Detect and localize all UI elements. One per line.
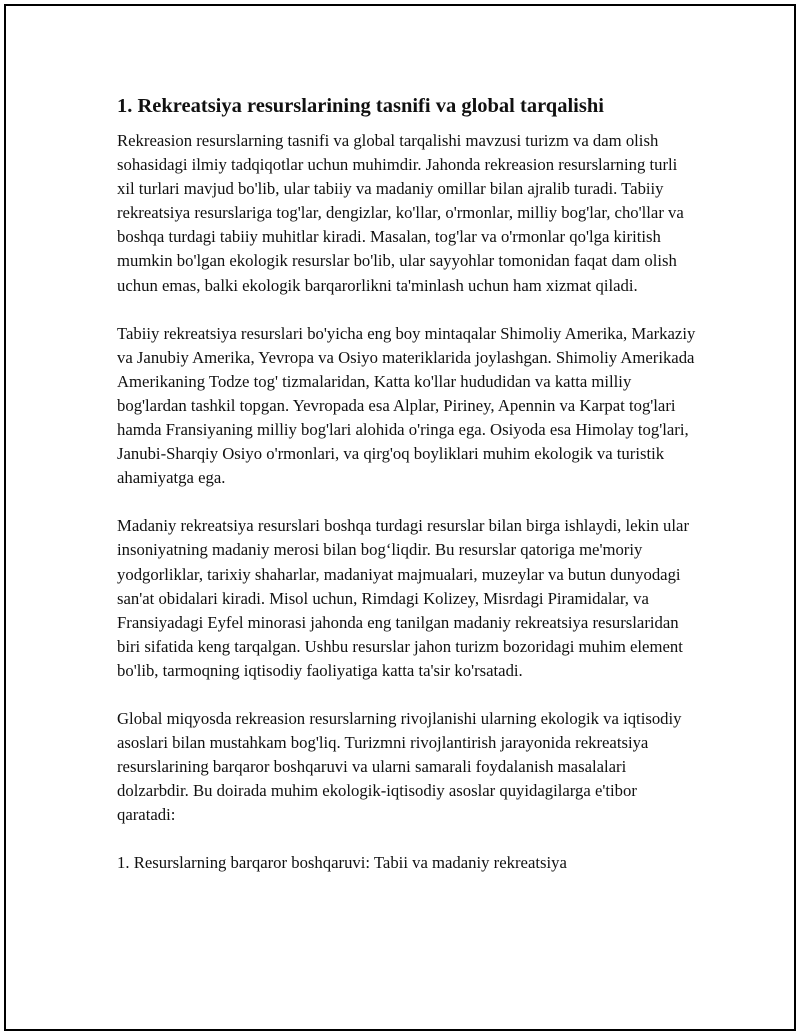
paragraph-global-development: Global miqyosda rekreasion resurslarning rivojlanishi ularning ekologik va iqtisodiy asoslari bilan mustahkam bog'liq. Turizmni rivojlantirish jarayonida rekreatsiya resurslarining barqaror boshqaruvi va ularni samarali foydalanish masalalari dolzarbdir. Bu doirada muhim ekologik-iqtisodiy asoslar quyidagilarga e'tibor qaratadi: — [117, 708, 682, 825]
paragraph-cultural-resources: Madaniy rekreatsiya resurslari boshqa turdagi resurslar bilan birga ishlaydi, lekin ular insoniyatning madaniy merosi bilan bog‘liqdir. Bu resurslar qatoriga me'moriy yodgorliklar, tarixiy shaharlar, madaniyat majmualari, muzeylar va butun dunyodagi san'at obidalari kiradi. Misol uchun, Rimdagi Kolizey, Misrdagi Piramidalar, va Fransiyadagi Eyfel minorasi jahonda eng tanilgan madaniy rekreatsiya resurslaridan biri sifatida keng tarqalgan. Ushbu resurslar jahon turizm bozoridagi muhim element bo'lib, tarmoqning iqtisodiy faoliyatiga katta ta'sir ko'rsatadi. — [117, 516, 689, 680]
list-item-sustainable-management: 1. Resurslarning barqaror boshqaruvi: Tabii va madaniy rekreatsiya — [117, 853, 567, 873]
document-body — [117, 94, 697, 876]
paragraph-natural-resources-intro: Rekreasion resurslarning tasnifi va global tarqalishi mavzusi turizm va dam olish sohasidagi ilmiy tadqiqotlar uchun muhimdir. Jahonda rekreasion resurslarning turli xil turlari mavjud bo'lib, ular tabiiy va madaniy omillar bilan ajralib turadi. Tabiiy rekreatsiya resurslariga tog'lar, dengizlar, ko'llar, o'rmonlar, milliy bog'lar, cho'llar va boshqa turdagi tabiiy muhitlar kiradi. Masalan, tog'lar va o'rmonlar qo'lga kiritish mumkin bo'lgan ekologik resurslar bo'lib, ular sayyohlar tomonidan faqat dam olish uchun emas, balki ekologik barqarorlikni ta'minlash uchun ham xizmat qiladi. — [117, 131, 684, 295]
paragraph-richest-regions: Tabiiy rekreatsiya resurslari bo'yicha eng boy mintaqalar Shimoliy Amerika, Markaziy va Janubiy Amerika, Yevropa va Osiyo materiklarida joylashgan. Shimoliy Amerikada Amerikaning Todze tog' tizmalaridan, Katta ko'llar hududidan va katta milliy bog'lardan tashkil topgan. Yevropada esa Alplar, Piriney, Apennin va Karpat tog'lari hamda Fransiyaning milliy bog'lari alohida o'ringa ega. Osiyoda esa Himolay tog'lari, Janubi-Sharqiy Osiyo o'rmonlari, va qirg'oq boyliklari muhim ekologik va turistik ahamiyatga ega. — [117, 323, 696, 488]
section-heading: 1. Rekreatsiya resurslarining tasnifi va global tarqalishi — [117, 95, 604, 117]
